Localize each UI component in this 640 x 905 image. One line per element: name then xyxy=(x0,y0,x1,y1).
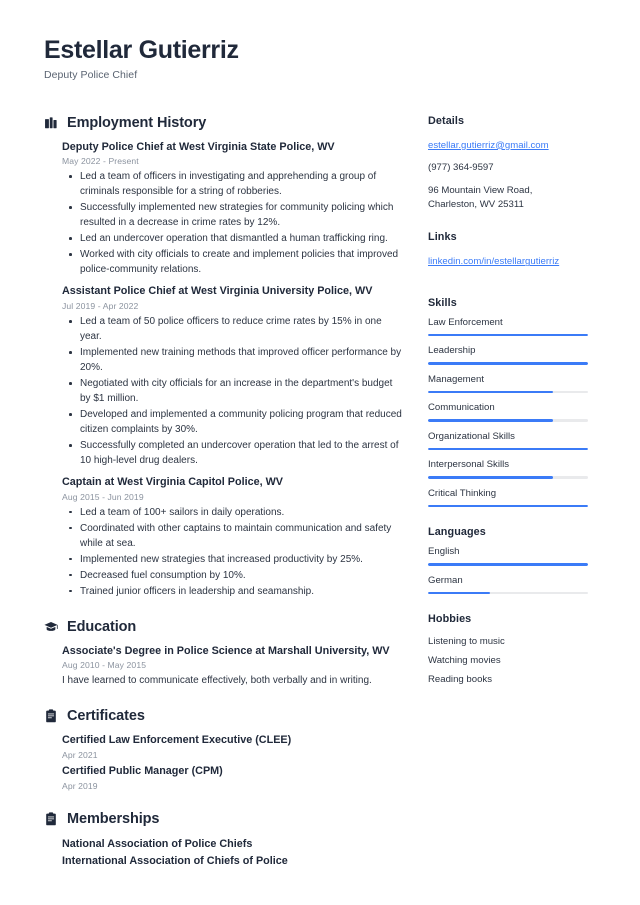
entry-bullets xyxy=(62,314,402,468)
sidebar-links xyxy=(428,231,588,277)
list-item: Developed and implemented a community policing program that reduced citizen complaints by 30%. xyxy=(62,407,402,437)
skill-label: Organizational Skills xyxy=(428,430,515,442)
sidebar-hobbies xyxy=(428,613,588,689)
phone-number: (977) 364-9597 xyxy=(428,162,494,174)
entry-title: Certified Law Enforcement Executive (CLEE) xyxy=(62,734,292,747)
section-title: Memberships xyxy=(67,810,160,827)
education-heading xyxy=(44,619,402,635)
sidebar-section-title: Skills xyxy=(428,296,457,309)
list-item: Implemented new training methods that improved officer performance by 20%. xyxy=(62,345,402,375)
entry-date: Apr 2021 xyxy=(62,749,98,760)
language-label: German xyxy=(428,574,463,586)
employment-history-heading xyxy=(44,115,402,131)
skill-meter-fill xyxy=(428,391,553,394)
list-item: Led a team of officers in investigating and apprehending a group of criminals responsible for a string of robberies. xyxy=(62,169,402,199)
sidebar-section-title: Languages xyxy=(428,526,486,539)
section-title: Employment History xyxy=(67,114,207,131)
skill-meter xyxy=(428,391,588,394)
skill-meter xyxy=(428,476,588,479)
certificate-entry xyxy=(44,733,402,760)
email-link[interactable]: estellar.gutierriz@gmail.com xyxy=(428,139,549,151)
section-certificates xyxy=(44,708,402,790)
section-employment-history xyxy=(44,115,402,599)
skill-label: Interpersonal Skills xyxy=(428,459,510,471)
entry-title: Assistant Police Chief at West Virginia University Police, WV xyxy=(62,285,373,298)
skill-meter-fill xyxy=(428,419,553,422)
skill-row xyxy=(428,345,588,365)
skill-row xyxy=(428,488,588,508)
sidebar-section-title: Details xyxy=(428,114,465,127)
entry-date: Jul 2019 - Apr 2022 xyxy=(62,301,139,312)
sidebar-section-title: Hobbies xyxy=(428,613,472,626)
employment-entry xyxy=(44,284,402,468)
sidebar-details xyxy=(428,115,588,213)
list-item: Successfully completed an undercover operation that led to the arrest of 10 high-level drug dealers. xyxy=(62,438,402,468)
section-title: Education xyxy=(67,618,137,635)
list-item: Trained junior officers in leadership and seamanship. xyxy=(62,584,402,599)
section-education xyxy=(44,619,402,689)
employment-entry xyxy=(44,140,402,278)
hobby-item: Reading books xyxy=(428,673,493,685)
language-row xyxy=(428,546,588,566)
sidebar-languages xyxy=(428,526,588,594)
address-line-2: Charleston, WV 25311 xyxy=(428,198,524,210)
page-title: Estellar Gutierriz xyxy=(44,36,239,64)
skill-label: Critical Thinking xyxy=(428,487,497,499)
language-row xyxy=(428,575,588,595)
certificate-entry xyxy=(44,764,402,791)
skill-row xyxy=(428,317,588,337)
skill-label: Management xyxy=(428,373,484,385)
list-item: Led an undercover operation that dismantled a human trafficking ring. xyxy=(62,231,402,246)
linkedin-link[interactable]: linkedin.com/in/estellargutierriz xyxy=(428,256,560,268)
skill-label: Leadership xyxy=(428,345,476,357)
skill-meter xyxy=(428,419,588,422)
sidebar-skills xyxy=(428,297,588,508)
membership-entry: National Association of Police Chiefs xyxy=(62,837,253,850)
hobby-item: Listening to music xyxy=(428,636,505,648)
briefcase-icon xyxy=(44,115,58,130)
skill-meter-fill xyxy=(428,476,553,479)
skill-label: Law Enforcement xyxy=(428,316,503,328)
entry-date: Aug 2015 - Jun 2019 xyxy=(62,491,144,502)
membership-entry: International Association of Chiefs of Police xyxy=(62,855,288,868)
header-subtitle: Deputy Police Chief xyxy=(44,68,138,81)
certificate-icon xyxy=(44,709,58,724)
list-item: Led a team of 100+ sailors in daily operations. xyxy=(62,505,402,520)
sidebar-section-title: Links xyxy=(428,231,457,244)
language-label: English xyxy=(428,546,460,558)
language-meter-fill xyxy=(428,563,588,566)
entry-date: Aug 2010 - May 2015 xyxy=(62,660,147,671)
skill-meter xyxy=(428,334,588,337)
certificates-heading xyxy=(44,708,402,724)
skill-meter xyxy=(428,505,588,508)
entry-bullets xyxy=(62,505,402,599)
resume-body xyxy=(44,115,594,891)
list-item: Implemented new strategies that increased productivity by 25%. xyxy=(62,552,402,567)
section-memberships xyxy=(44,811,402,872)
entry-title: Associate's Degree in Police Science at Marshall University, WV xyxy=(62,644,390,657)
skill-meter-fill xyxy=(428,505,588,508)
sidebar-column xyxy=(428,115,588,709)
language-meter xyxy=(428,592,588,595)
membership-icon xyxy=(44,811,58,826)
skill-label: Communication xyxy=(428,402,495,414)
skill-row xyxy=(428,459,588,479)
entry-date: Apr 2019 xyxy=(62,780,98,791)
skill-meter-fill xyxy=(428,448,588,451)
list-item: Worked with city officials to create and implement policies that improved police-community relations. xyxy=(62,247,402,277)
list-item: Successfully implemented new strategies for community policing which resulted in a decrease in crime rates by 12%. xyxy=(62,200,402,230)
address-line-1: 96 Mountain View Road, xyxy=(428,184,533,196)
skill-meter-fill xyxy=(428,362,588,365)
entry-title: Certified Public Manager (CPM) xyxy=(62,764,223,777)
skill-meter xyxy=(428,448,588,451)
hobby-item: Watching movies xyxy=(428,655,501,667)
language-meter xyxy=(428,563,588,566)
entry-title: Deputy Police Chief at West Virginia State Police, WV xyxy=(62,140,335,153)
entry-bullets xyxy=(62,169,402,277)
list-item: Led a team of 50 police officers to reduce crime rates by 15% in one year. xyxy=(62,314,402,344)
resume-header xyxy=(44,36,594,81)
skill-row xyxy=(428,374,588,394)
section-title: Certificates xyxy=(67,708,145,725)
skill-meter xyxy=(428,362,588,365)
entry-description: I have learned to communicate effectively, both verbally and in writing. xyxy=(62,675,372,687)
education-entry xyxy=(44,644,402,689)
entry-title: Captain at West Virginia Capitol Police, WV xyxy=(62,476,283,489)
language-meter-fill xyxy=(428,592,490,595)
skill-row xyxy=(428,402,588,422)
main-column xyxy=(44,115,418,891)
memberships-heading xyxy=(44,811,402,827)
entry-date: May 2022 - Present xyxy=(62,156,139,167)
employment-entry xyxy=(44,475,402,599)
list-item: Decreased fuel consumption by 10%. xyxy=(62,568,402,583)
skill-row xyxy=(428,431,588,451)
list-item: Negotiated with city officials for an increase in the department's budget by $1 million. xyxy=(62,376,402,406)
skill-meter-fill xyxy=(428,334,588,337)
list-item: Coordinated with other captains to maintain communication and safety while at sea. xyxy=(62,521,402,551)
graduation-cap-icon xyxy=(44,619,58,634)
